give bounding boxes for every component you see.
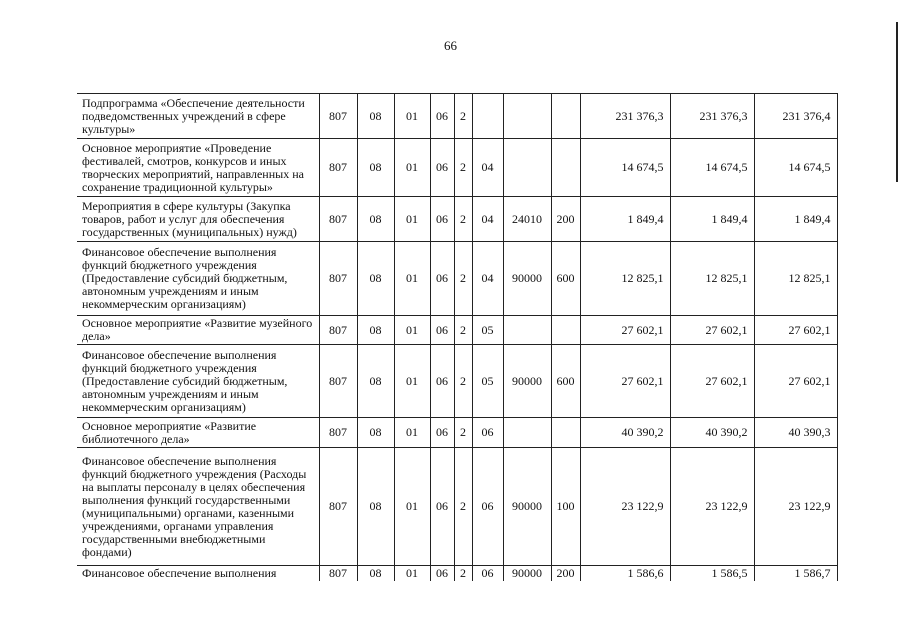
row-name: Финансовое обеспечение выполнения функций бюджетного учреждения (Предоставление субсидий бюджетным, автономным учреждениям и иным некоммерческим организациям) [77, 242, 319, 316]
table-row [77, 566, 837, 581]
row-prog: 06 [430, 566, 454, 581]
row-rz: 08 [357, 242, 394, 316]
row-dir: 90000 [503, 242, 551, 316]
row-y3: 27 602,1 [754, 345, 837, 418]
row-pr: 01 [394, 242, 430, 316]
row-ved: 807 [319, 345, 357, 418]
row-y3: 1 849,4 [754, 197, 837, 242]
row-event: 04 [472, 197, 503, 242]
table-row [77, 242, 837, 316]
row-sub: 2 [454, 197, 472, 242]
row-ved: 807 [319, 316, 357, 345]
row-name: Мероприятия в сфере культуры (Закупка товаров, работ и услуг для обеспечения государственных (муниципальных) нужд) [77, 197, 319, 242]
row-y2: 40 390,2 [670, 418, 754, 448]
table-row [77, 448, 837, 566]
row-event: 04 [472, 139, 503, 197]
row-sub: 2 [454, 448, 472, 566]
row-y2: 14 674,5 [670, 139, 754, 197]
row-ved: 807 [319, 94, 357, 139]
row-vr [551, 139, 580, 197]
row-y1: 12 825,1 [580, 242, 670, 316]
table-row [77, 345, 837, 418]
table-row [77, 418, 837, 448]
page-number: 66 [444, 38, 457, 53]
row-rz: 08 [357, 94, 394, 139]
row-prog: 06 [430, 197, 454, 242]
row-y1: 14 674,5 [580, 139, 670, 197]
row-y1: 231 376,3 [580, 94, 670, 139]
row-prog: 06 [430, 418, 454, 448]
row-dir [503, 316, 551, 345]
row-pr: 01 [394, 418, 430, 448]
row-dir: 90000 [503, 448, 551, 566]
row-event: 04 [472, 242, 503, 316]
row-ved: 807 [319, 242, 357, 316]
table-row [77, 139, 837, 197]
row-sub: 2 [454, 139, 472, 197]
row-y2: 27 602,1 [670, 316, 754, 345]
row-y1: 40 390,2 [580, 418, 670, 448]
row-name: Основное мероприятие «Развитие музейного дела» [77, 316, 319, 345]
row-prog: 06 [430, 242, 454, 316]
row-y2: 12 825,1 [670, 242, 754, 316]
row-rz: 08 [357, 345, 394, 418]
row-prog: 06 [430, 345, 454, 418]
row-prog: 06 [430, 139, 454, 197]
row-dir [503, 94, 551, 139]
row-y1: 27 602,1 [580, 345, 670, 418]
row-vr: 200 [551, 566, 580, 581]
row-dir: 90000 [503, 566, 551, 581]
row-y3: 12 825,1 [754, 242, 837, 316]
row-sub: 2 [454, 316, 472, 345]
row-ved: 807 [319, 566, 357, 581]
row-pr: 01 [394, 566, 430, 581]
row-sub: 2 [454, 242, 472, 316]
row-pr: 01 [394, 316, 430, 345]
row-y3: 40 390,3 [754, 418, 837, 448]
row-rz: 08 [357, 197, 394, 242]
row-event: 06 [472, 448, 503, 566]
row-vr [551, 418, 580, 448]
row-y2: 231 376,3 [670, 94, 754, 139]
table-row [77, 316, 837, 345]
row-pr: 01 [394, 139, 430, 197]
row-dir: 90000 [503, 345, 551, 418]
row-vr: 600 [551, 345, 580, 418]
row-event: 06 [472, 566, 503, 581]
row-y1: 1 586,6 [580, 566, 670, 581]
row-y1: 27 602,1 [580, 316, 670, 345]
row-sub: 2 [454, 345, 472, 418]
row-ved: 807 [319, 197, 357, 242]
row-vr: 100 [551, 448, 580, 566]
row-name: Подпрограмма «Обеспечение деятельности подведомственных учреждений в сфере культуры» [77, 94, 319, 139]
row-dir: 24010 [503, 197, 551, 242]
row-rz: 08 [357, 448, 394, 566]
row-pr: 01 [394, 94, 430, 139]
budget-table [77, 93, 838, 581]
row-name: Финансовое обеспечение выполнения функций бюджетного учреждения (Предоставление субсидий бюджетным, автономным учреждениям и иным некоммерческим организациям) [77, 345, 319, 418]
row-event: 05 [472, 345, 503, 418]
row-vr: 600 [551, 242, 580, 316]
row-name: Основное мероприятие «Проведение фестивалей, смотров, конкурсов и иных творческих мероприятий, направленных на сохранение традиционной культуры» [77, 139, 319, 197]
row-vr [551, 316, 580, 345]
row-event: 06 [472, 418, 503, 448]
row-name: Финансовое обеспечение выполнения [77, 566, 319, 581]
row-prog: 06 [430, 316, 454, 345]
row-y3: 23 122,9 [754, 448, 837, 566]
row-prog: 06 [430, 94, 454, 139]
row-pr: 01 [394, 197, 430, 242]
row-sub: 2 [454, 566, 472, 581]
row-prog: 06 [430, 448, 454, 566]
row-y1: 23 122,9 [580, 448, 670, 566]
row-name: Финансовое обеспечение выполнения функций бюджетного учреждения (Расходы на выплаты персоналу в целях обеспечения выполнения функций государственными (муниципальными) органами, казенными учреждениями, органами управления государственными внебюджетными фондами) [77, 448, 319, 566]
row-event [472, 94, 503, 139]
row-event: 05 [472, 316, 503, 345]
row-dir [503, 139, 551, 197]
row-sub: 2 [454, 94, 472, 139]
table-row [77, 94, 837, 139]
row-sub: 2 [454, 418, 472, 448]
row-rz: 08 [357, 418, 394, 448]
row-y2: 1 849,4 [670, 197, 754, 242]
row-rz: 08 [357, 566, 394, 581]
row-y3: 14 674,5 [754, 139, 837, 197]
scan-edge-line [896, 22, 898, 182]
row-y2: 1 586,5 [670, 566, 754, 581]
table-row [77, 197, 837, 242]
row-ved: 807 [319, 139, 357, 197]
row-vr: 200 [551, 197, 580, 242]
row-y3: 231 376,4 [754, 94, 837, 139]
row-ved: 807 [319, 418, 357, 448]
row-ved: 807 [319, 448, 357, 566]
row-name: Основное мероприятие «Развитие библиотечного дела» [77, 418, 319, 448]
row-y1: 1 849,4 [580, 197, 670, 242]
row-y3: 1 586,7 [754, 566, 837, 581]
row-vr [551, 94, 580, 139]
row-pr: 01 [394, 448, 430, 566]
row-pr: 01 [394, 345, 430, 418]
row-y2: 27 602,1 [670, 345, 754, 418]
row-y2: 23 122,9 [670, 448, 754, 566]
row-rz: 08 [357, 316, 394, 345]
row-y3: 27 602,1 [754, 316, 837, 345]
row-dir [503, 418, 551, 448]
row-rz: 08 [357, 139, 394, 197]
